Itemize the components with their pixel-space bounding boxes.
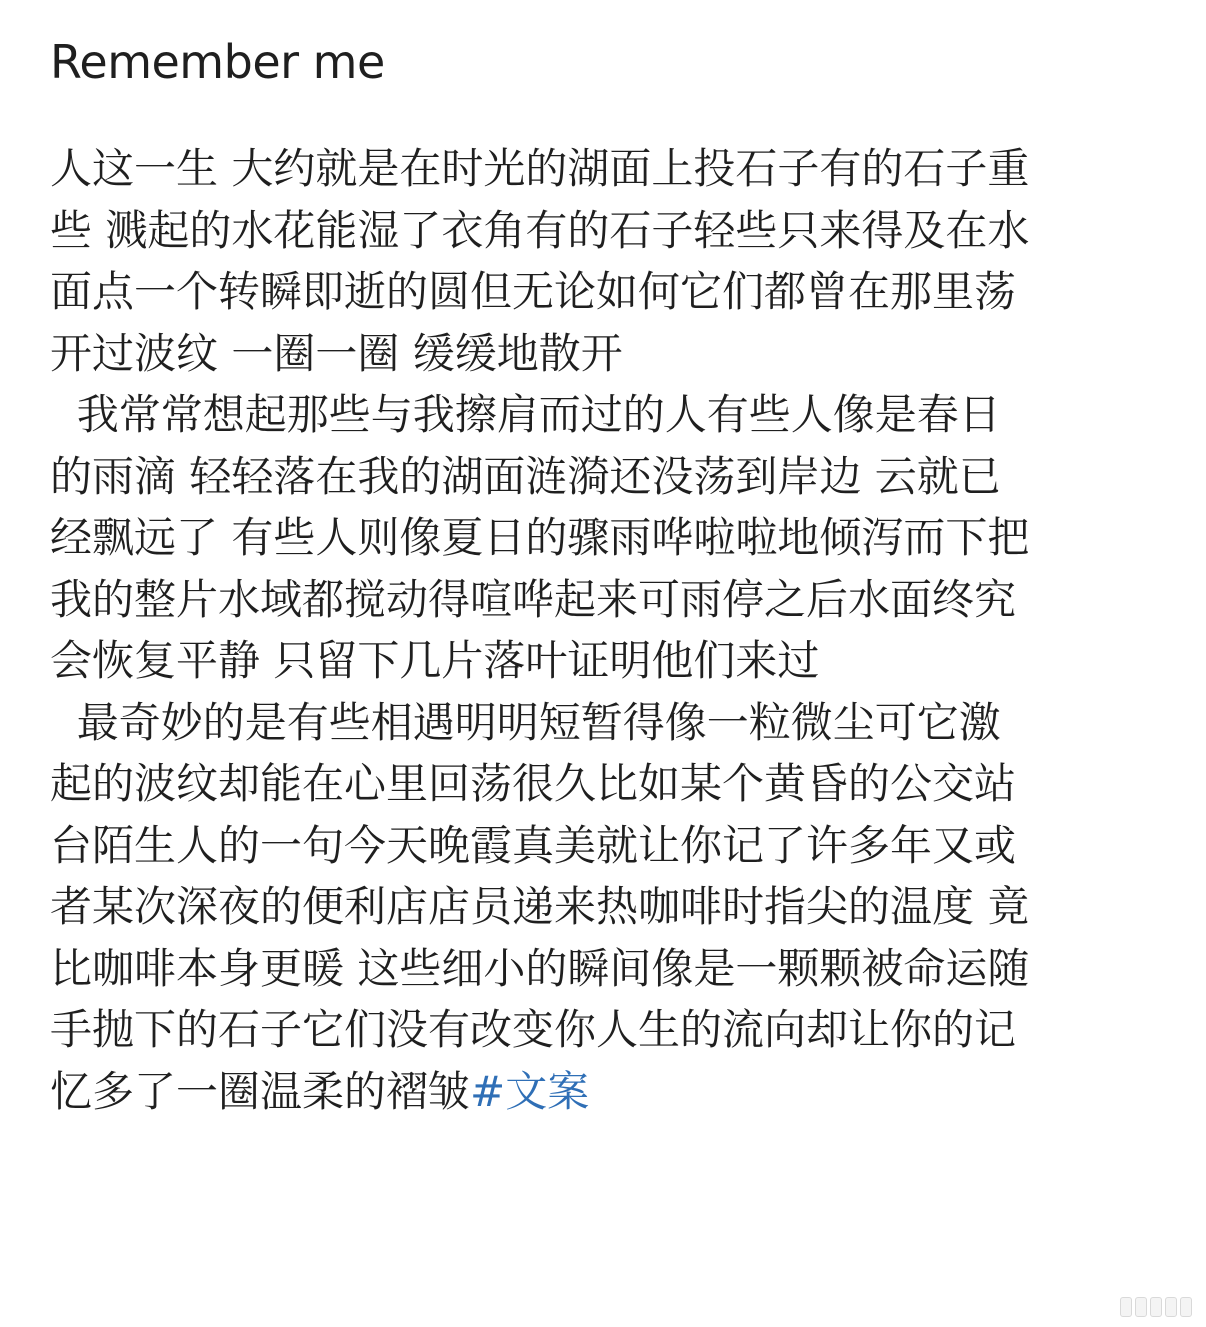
post-last-line	[50, 1061, 1160, 1123]
post-line: 的雨滴 轻轻落在我的湖面涟漪还没荡到岸边 云就已	[50, 451, 1001, 501]
post-line: 人这一生 大约就是在时光的湖面上投石子有的石子重	[50, 144, 1030, 193]
watermark-bar	[1180, 1297, 1192, 1317]
post-line: 比咖啡本身更暖 这些细小的瞬间像是一颗颗被命运随	[50, 943, 1030, 993]
post-body	[50, 138, 1160, 1122]
post-line: 会恢复平静 只留下几片落叶证明他们来过	[50, 636, 820, 685]
post-line: 台陌生人的一句今天晚霞真美就让你记了许多年又或	[50, 820, 1017, 870]
post-line: 最奇妙的是有些相遇明明短暂得像一粒微尘可它激	[50, 697, 1001, 747]
post-line: 开过波纹 一圈一圈 缓缓地散开	[50, 328, 623, 378]
watermark-icon	[1120, 1297, 1192, 1317]
watermark-bar	[1165, 1297, 1177, 1317]
post-line: 经飘远了 有些人则像夏日的骤雨哗啦啦地倾泻而下把	[50, 513, 1030, 562]
watermark-bar	[1135, 1297, 1147, 1317]
post-line: 起的波纹却能在心里回荡很久比如某个黄昏的公交站	[50, 759, 1017, 808]
watermark-bar	[1150, 1297, 1162, 1317]
post-line: 我的整片水域都搅动得喧哗起来可雨停之后水面终究	[50, 574, 1017, 624]
post-line-text: 忆多了一圈温柔的褶皱	[50, 1066, 471, 1116]
post-title: Remember me	[50, 35, 385, 89]
post-line: 些 溅起的水花能湿了衣角有的石子轻些只来得及在水	[50, 205, 1030, 255]
post-line: 面点一个转瞬即逝的圆但无论如何它们都曾在那里荡	[50, 267, 1017, 316]
hashtag-link[interactable]: #文案	[470, 1066, 590, 1116]
post-line: 我常常想起那些与我擦肩而过的人有些人像是春日	[50, 390, 1001, 439]
watermark-bar	[1120, 1297, 1132, 1317]
post-line: 者某次深夜的便利店店员递来热咖啡时指尖的温度 竟	[50, 882, 1030, 931]
post-line: 手抛下的石子它们没有改变你人生的流向却让你的记	[50, 1005, 1017, 1054]
post	[50, 30, 1160, 1122]
